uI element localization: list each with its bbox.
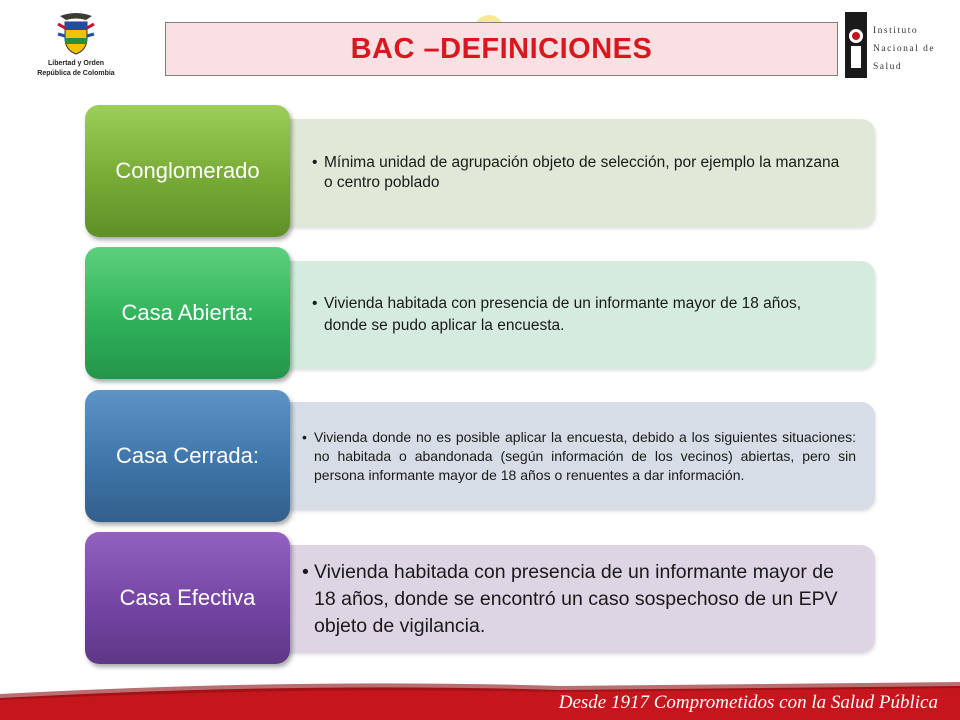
definition-term-box <box>85 105 290 237</box>
definition-term-box <box>85 247 290 379</box>
definition-term: Conglomerado <box>115 158 260 183</box>
ins-logo <box>843 12 953 80</box>
definition-row-conglomerado <box>85 104 875 238</box>
definition-row-casa-abierta <box>85 246 875 380</box>
ins-mark-icon <box>843 12 869 78</box>
definition-row-casa-efectiva <box>85 531 875 665</box>
definition-row-casa-cerrada <box>85 389 875 523</box>
ins-logo-line3: Salud <box>873 62 903 72</box>
logo-motto: Libertad y Orden <box>47 60 104 67</box>
definition-description-box <box>235 545 875 653</box>
coat-of-arms-icon <box>56 12 96 56</box>
ins-logo-line2: Nacional de <box>873 44 936 54</box>
definition-term-box <box>85 390 290 522</box>
definition-description: • Mínima unidad de agrupación objeto de selección, por ejemplo la manzana o centro poblado <box>324 153 844 193</box>
footer-slogan: Desde 1917 Comprometidos con la Salud Pública <box>558 692 938 713</box>
definition-term-box <box>85 532 290 664</box>
definition-description-box <box>235 119 875 227</box>
ins-logo-line1: Instituto <box>873 26 919 36</box>
definition-term: Casa Abierta: <box>121 300 254 325</box>
definition-description-box <box>235 402 875 510</box>
definition-term: Casa Cerrada: <box>115 443 260 468</box>
title-banner <box>165 22 838 76</box>
page-title: BAC –DEFINICIONES <box>350 32 653 65</box>
definition-description: • Vivienda donde no es posible aplicar la encuesta, debido a los siguientes situaciones: no habitada o abandonada (según información de los vecinos) abiertas, pero sin persona informante mayor de 18 años o renuentes a dar información. <box>314 428 856 485</box>
definition-description: • Vivienda habitada con presencia de un informante mayor de 18 años, donde se encontró un caso sospechoso de un EPV objeto de vigilancia. <box>314 559 859 640</box>
logo-country: República de Colombia <box>37 70 115 77</box>
definition-description: • Vivienda habitada con presencia de un informante mayor de 18 años, donde se pudo aplicar la encuesta. <box>324 293 846 337</box>
colombia-coat-of-arms-logo <box>36 10 116 82</box>
definition-term: Casa Efectiva <box>119 585 256 610</box>
definition-description-box <box>235 261 875 369</box>
